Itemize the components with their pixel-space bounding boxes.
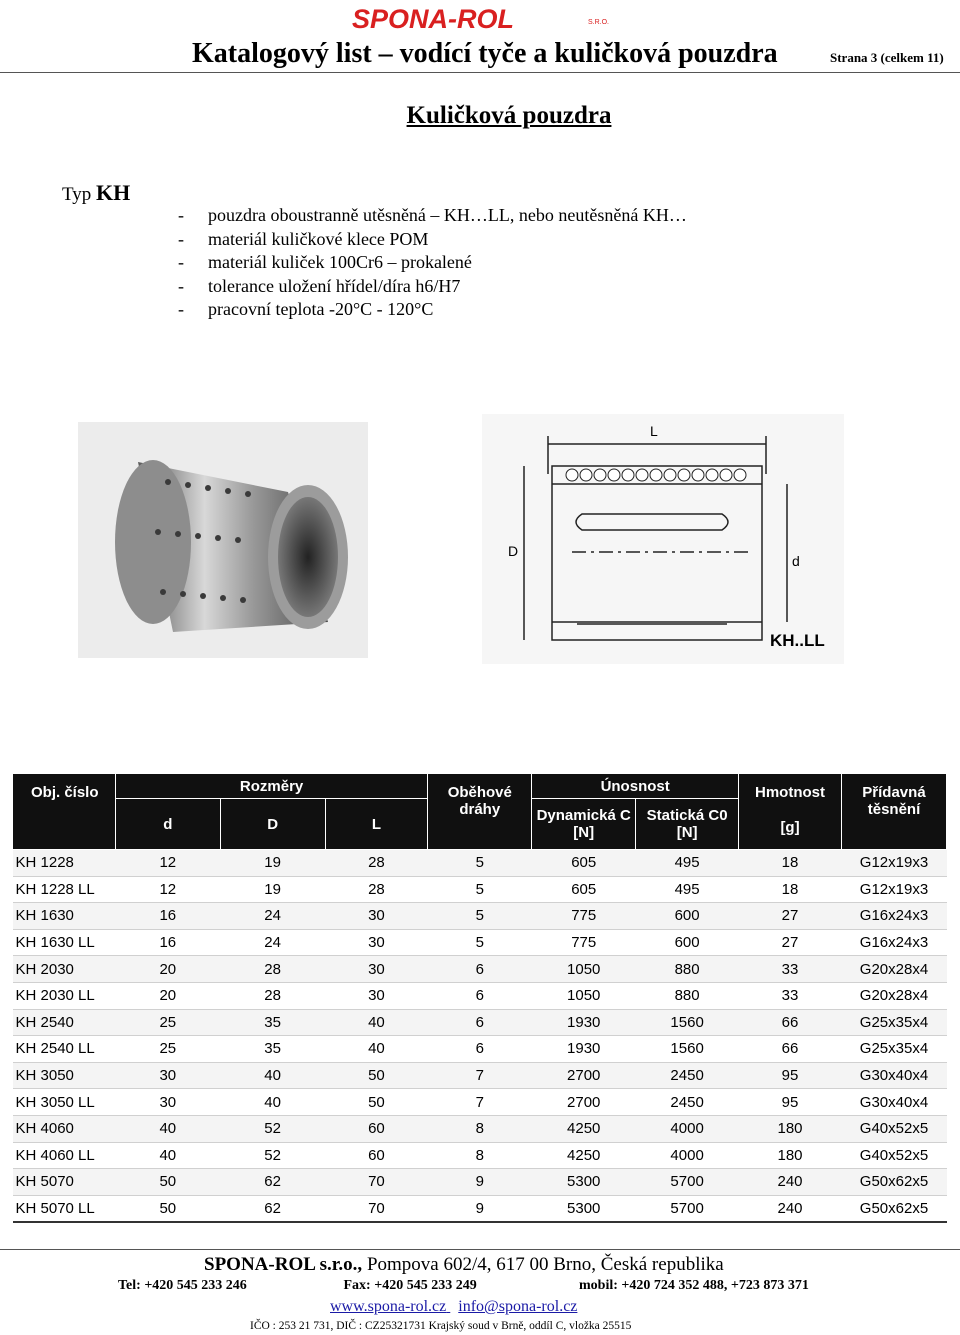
table-cell: 27: [739, 903, 842, 930]
list-item: - materiál kuliček 100Cr6 – prokalené: [178, 252, 472, 272]
table-row: [13, 1089, 947, 1116]
footer-links: [330, 1298, 577, 1316]
col-header-unosnost: Únosnost: [532, 774, 739, 799]
table-cell: KH 4060: [13, 1115, 116, 1142]
table-cell: 40: [220, 1089, 325, 1116]
table-cell: 1560: [636, 1036, 739, 1063]
footer-web-link[interactable]: www.spona-rol.cz: [330, 1298, 447, 1315]
table-cell: 180: [739, 1115, 842, 1142]
footer-address-line: [204, 1254, 724, 1276]
table-row: [13, 1062, 947, 1089]
table-cell: 18: [739, 876, 842, 903]
footer-address: Pompova 602/4, 617 00 Brno, Česká republika: [362, 1254, 724, 1275]
table-cell: KH 4060 LL: [13, 1142, 116, 1169]
table-cell: KH 3050 LL: [13, 1089, 116, 1116]
table-cell: 5300: [532, 1195, 636, 1222]
table-cell: 19: [220, 850, 325, 877]
table-row: [13, 982, 947, 1009]
table-cell: 5: [428, 876, 532, 903]
table-cell: 2450: [636, 1062, 739, 1089]
table-cell: G12x19x3: [841, 850, 946, 877]
footer-fax: Fax: +420 545 233 249: [343, 1278, 477, 1293]
table-cell: 19: [220, 876, 325, 903]
table-cell: 5: [428, 903, 532, 930]
table-cell: 5700: [636, 1195, 739, 1222]
table-cell: 16: [115, 929, 220, 956]
page-header: [0, 36, 960, 73]
footer-ico: IČO : 253 21 731, DIČ : CZ25321731 Krajský soud v Brně, oddíl C, vložka 25515: [250, 1320, 632, 1332]
table-row: [13, 1169, 947, 1196]
table-cell: G20x28x4: [841, 982, 946, 1009]
table-cell: 6: [428, 956, 532, 983]
table-cell: 4000: [636, 1142, 739, 1169]
table-cell: KH 2030 LL: [13, 982, 116, 1009]
table-cell: 27: [739, 929, 842, 956]
table-cell: 775: [532, 929, 636, 956]
table-cell: KH 3050: [13, 1062, 116, 1089]
table-cell: 495: [636, 876, 739, 903]
table-cell: 600: [636, 929, 739, 956]
table-row: [13, 1009, 947, 1036]
table-cell: 25: [115, 1009, 220, 1036]
table-cell: 95: [739, 1089, 842, 1116]
col-header-dyn: Dynamická C [N]: [532, 799, 636, 850]
table-cell: 40: [220, 1062, 325, 1089]
type-label: Typ: [62, 184, 92, 205]
table-cell: KH 1228: [13, 850, 116, 877]
table-cell: 30: [325, 929, 428, 956]
table-cell: 605: [532, 876, 636, 903]
table-cell: 30: [325, 982, 428, 1009]
table-cell: 60: [325, 1142, 428, 1169]
table-cell: 240: [739, 1195, 842, 1222]
logo-text: SPONA-ROL: [352, 4, 514, 32]
table-cell: 66: [739, 1036, 842, 1063]
table-cell: 50: [325, 1062, 428, 1089]
footer-email-link[interactable]: info@spona-rol.cz: [458, 1298, 578, 1315]
table-cell: 30: [325, 903, 428, 930]
table-cell: 50: [115, 1169, 220, 1196]
table-cell: 2700: [532, 1089, 636, 1116]
table-cell: KH 1630 LL: [13, 929, 116, 956]
table-cell: 70: [325, 1195, 428, 1222]
list-item: - tolerance uložení hřídel/díra h6/H7: [178, 275, 461, 296]
table-cell: 28: [325, 850, 428, 877]
table-cell: 20: [115, 956, 220, 983]
table-cell: G40x52x5: [841, 1142, 946, 1169]
table-cell: G16x24x3: [841, 903, 946, 930]
table-cell: 60: [325, 1115, 428, 1142]
table-cell: 20: [115, 982, 220, 1009]
footer-tel: Tel: +420 545 233 246: [118, 1278, 247, 1293]
table-cell: 28: [220, 982, 325, 1009]
footer-mobil: mobil: +420 724 352 488, +723 873 371: [579, 1278, 809, 1293]
col-header-d: d: [115, 799, 220, 850]
table-cell: 52: [220, 1115, 325, 1142]
table-row: [13, 1036, 947, 1063]
table-cell: 35: [220, 1009, 325, 1036]
table-cell: 1930: [532, 1036, 636, 1063]
table-cell: 18: [739, 850, 842, 877]
table-cell: G16x24x3: [841, 929, 946, 956]
table-cell: KH 1630: [13, 903, 116, 930]
col-header-pridavna: Přídavná těsnění: [841, 774, 946, 850]
table-cell: 5: [428, 929, 532, 956]
table-cell: 1930: [532, 1009, 636, 1036]
table-cell: 70: [325, 1169, 428, 1196]
table-cell: 7: [428, 1089, 532, 1116]
table-cell: 33: [739, 982, 842, 1009]
table-row: [13, 929, 947, 956]
table-cell: 4000: [636, 1115, 739, 1142]
table-row: [13, 1115, 947, 1142]
table-cell: G30x40x4: [841, 1062, 946, 1089]
page-footer: [0, 1249, 960, 1332]
table-cell: 52: [220, 1142, 325, 1169]
table-cell: 9: [428, 1195, 532, 1222]
table-cell: 1560: [636, 1009, 739, 1036]
table-cell: 600: [636, 903, 739, 930]
table-row: [13, 850, 947, 877]
footer-contacts: [118, 1278, 809, 1294]
table-cell: 4250: [532, 1142, 636, 1169]
table-cell: 605: [532, 850, 636, 877]
col-header-rozmery: Rozměry: [115, 774, 427, 799]
table-cell: 1050: [532, 956, 636, 983]
table-cell: 62: [220, 1195, 325, 1222]
type-line: [62, 180, 130, 206]
list-item: - pouzdra oboustranně utěsněná – KH…LL, nebo neutěsněná KH…: [178, 205, 687, 225]
table-cell: 95: [739, 1062, 842, 1089]
table-cell: 40: [325, 1036, 428, 1063]
product-table: [12, 773, 947, 1223]
col-header-hmotnost: Hmotnost [g]: [739, 774, 842, 850]
table-row: [13, 956, 947, 983]
table-cell: 180: [739, 1142, 842, 1169]
product-photo: [78, 422, 368, 658]
table-cell: 1050: [532, 982, 636, 1009]
table-cell: 880: [636, 982, 739, 1009]
logo-suffix: S.R.O.: [588, 19, 610, 26]
table-cell: 35: [220, 1036, 325, 1063]
table-cell: 6: [428, 982, 532, 1009]
table-cell: 9: [428, 1169, 532, 1196]
table-cell: 40: [115, 1142, 220, 1169]
table-cell: 5: [428, 850, 532, 877]
table-row: [13, 876, 947, 903]
table-cell: 495: [636, 850, 739, 877]
table-cell: 775: [532, 903, 636, 930]
table-cell: G50x62x5: [841, 1169, 946, 1196]
table-cell: 2700: [532, 1062, 636, 1089]
table-cell: G25x35x4: [841, 1036, 946, 1063]
list-item: - materiál kuličkové klece POM: [178, 228, 429, 249]
drawing-label-L: L: [650, 423, 658, 439]
col-header-obehove: Oběhové dráhy: [428, 774, 532, 850]
table-cell: 12: [115, 876, 220, 903]
table-cell: 33: [739, 956, 842, 983]
table-cell: 8: [428, 1142, 532, 1169]
table-cell: 30: [115, 1089, 220, 1116]
table-cell: 25: [115, 1036, 220, 1063]
table-row: [13, 903, 947, 930]
col-header-L: L: [325, 799, 428, 850]
table-cell: G50x62x5: [841, 1195, 946, 1222]
table-cell: 8: [428, 1115, 532, 1142]
footer-company: SPONA-ROL s.r.o.,: [204, 1254, 363, 1275]
table-cell: 62: [220, 1169, 325, 1196]
table-cell: 5700: [636, 1169, 739, 1196]
table-cell: 4250: [532, 1115, 636, 1142]
type-code: KH: [96, 180, 131, 205]
feature-list: [178, 204, 687, 322]
col-header-obj: Obj. číslo: [13, 774, 116, 850]
table-cell: 24: [220, 903, 325, 930]
page-number: Strana 3 (celkem 11): [830, 50, 944, 65]
table-cell: G40x52x5: [841, 1115, 946, 1142]
table-cell: 30: [325, 956, 428, 983]
table-cell: KH 2540: [13, 1009, 116, 1036]
drawing-label-D: D: [508, 543, 519, 559]
table-cell: 6: [428, 1036, 532, 1063]
table-cell: G25x35x4: [841, 1009, 946, 1036]
table-cell: 12: [115, 850, 220, 877]
col-header-stat: Statická C0 [N]: [636, 799, 739, 850]
table-cell: 30: [115, 1062, 220, 1089]
company-logo: [352, 4, 614, 32]
table-cell: 2450: [636, 1089, 739, 1116]
table-cell: 7: [428, 1062, 532, 1089]
col-header-D: D: [220, 799, 325, 850]
table-cell: 50: [115, 1195, 220, 1222]
table-cell: 6: [428, 1009, 532, 1036]
table-cell: 28: [220, 956, 325, 983]
table-cell: 28: [325, 876, 428, 903]
table-cell: 50: [325, 1089, 428, 1116]
table-cell: KH 1228 LL: [13, 876, 116, 903]
table-cell: G30x40x4: [841, 1089, 946, 1116]
drawing-caption: KH..LL: [770, 631, 825, 650]
table-cell: 24: [220, 929, 325, 956]
table-cell: G20x28x4: [841, 956, 946, 983]
table-row: [13, 1142, 947, 1169]
table-cell: KH 5070: [13, 1169, 116, 1196]
document-title: Katalogový list – vodící tyče a kuličková pouzdra: [192, 38, 778, 69]
table-cell: 40: [115, 1115, 220, 1142]
table-cell: 880: [636, 956, 739, 983]
table-cell: KH 2030: [13, 956, 116, 983]
section-title: Kuličková pouzdra: [406, 102, 612, 129]
table-cell: KH 5070 LL: [13, 1195, 116, 1222]
table-cell: 5300: [532, 1169, 636, 1196]
table-row: [13, 1195, 947, 1222]
table-cell: 66: [739, 1009, 842, 1036]
drawing-label-d: d: [792, 553, 800, 569]
table-cell: 40: [325, 1009, 428, 1036]
list-item: - pracovní teplota -20°C - 120°C: [178, 299, 434, 319]
table-cell: KH 2540 LL: [13, 1036, 116, 1063]
table-cell: 240: [739, 1169, 842, 1196]
table-cell: 16: [115, 903, 220, 930]
technical-drawing: [482, 414, 844, 664]
table-cell: G12x19x3: [841, 876, 946, 903]
